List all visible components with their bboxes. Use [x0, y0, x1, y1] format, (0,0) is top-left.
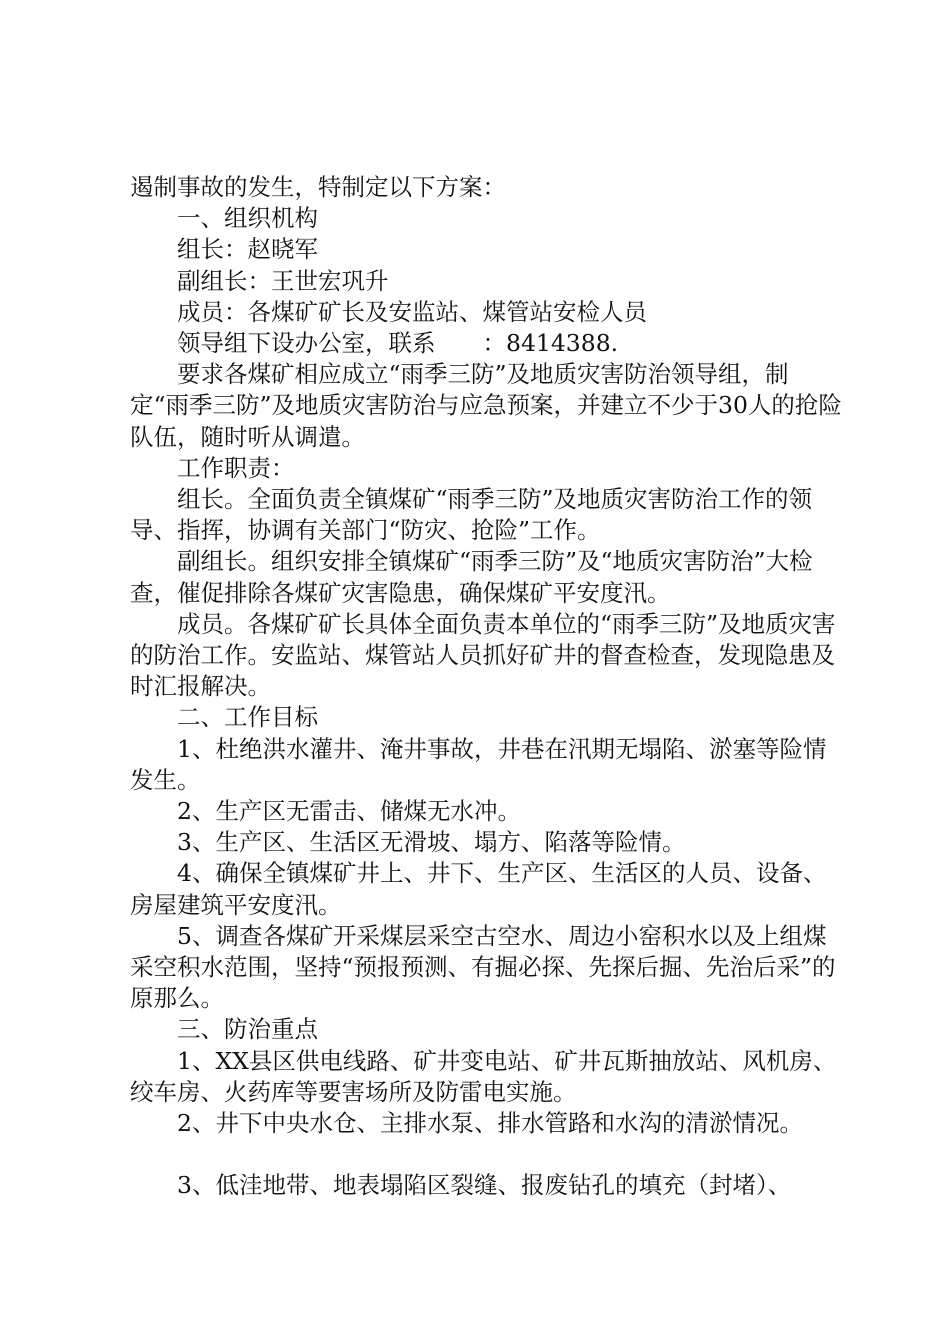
- paragraph-office-contact: 领导组下设办公室，联系 ：8414388.: [177, 329, 619, 358]
- paragraph-requirements: 要求各煤矿相应成立“雨季三防”及地质灾害防治领导组，制定“雨季三防”及地质灾害防治与应急预案，并建立不少于30人的抢险队伍，随时听从调遣。: [130, 360, 842, 451]
- section-heading-organization: 一、组织机构: [177, 204, 318, 233]
- list-item-goal-3: 3、生产区、生活区无滑坡、塌方、陷落等险情。: [177, 828, 686, 857]
- list-item-goal-1: 1、杜绝洪水灌井、淹井事故，井巷在汛期无塌陷、淤塞等险情发生。: [130, 734, 827, 794]
- list-item-key-point-3: 3、低洼地带、地表塌陷区裂缝、报废钻孔的填充（封堵）、: [177, 1171, 792, 1200]
- list-item-goal-5: 5、调查各煤矿开采煤层采空古空水、周边小窑积水以及上组煤采空积水范围，坚持“预报预测、有掘必探、先探后掘、先治后采”的原那么。: [130, 921, 836, 1013]
- paragraph-deputy-leader: 副组长：王世宏巩升: [177, 266, 389, 295]
- section-heading-key-points: 三、防治重点: [177, 1015, 318, 1044]
- paragraph-intro: 遏制事故的发生，特制定以下方案：: [130, 173, 506, 201]
- document-body: [130, 172, 842, 1202]
- section-heading-goals: 二、工作目标: [177, 703, 318, 732]
- paragraph-leader-duty: 组长。全面负责全镇煤矿“雨季三防”及地质灾害防治工作的领导、指挥，协调有关部门“防灾、抢险”工作。: [130, 485, 813, 545]
- list-item-goal-2: 2、生产区无雷击、储煤无水冲。: [177, 797, 521, 826]
- list-item-key-point-1: 1、XX县区供电线路、矿井变电站、矿井瓦斯抽放站、风机房、绞车房、火药库等要害场所及防雷电实施。: [130, 1046, 837, 1106]
- paragraph-deputy-duty: 副组长。组织安排全镇煤矿“雨季三防”及“地质灾害防治”大检查，催促排除各煤矿灾害隐患，确保煤矿平安度汛。: [130, 547, 813, 607]
- paragraph-members: 成员：各煤矿矿长及安监站、煤管站安检人员: [177, 297, 647, 326]
- paragraph-duties-heading: 工作职责：: [177, 453, 295, 482]
- paragraph-member-duty: 成员。各煤矿矿长具体全面负责本单位的“雨季三防”及地质灾害的防治工作。安监站、煤管站人员抓好矿井的督查检查，发现隐患及时汇报解决。: [130, 609, 836, 701]
- list-item-goal-4: 4、确保全镇煤矿井上、井下、生产区、生活区的人员、设备、房屋建筑平安度汛。: [130, 859, 827, 919]
- list-item-key-point-2: 2、井下中央水仓、主排水泵、排水管路和水沟的清淤情况。: [177, 1109, 803, 1138]
- paragraph-leader: 组长：赵晓军: [177, 235, 318, 264]
